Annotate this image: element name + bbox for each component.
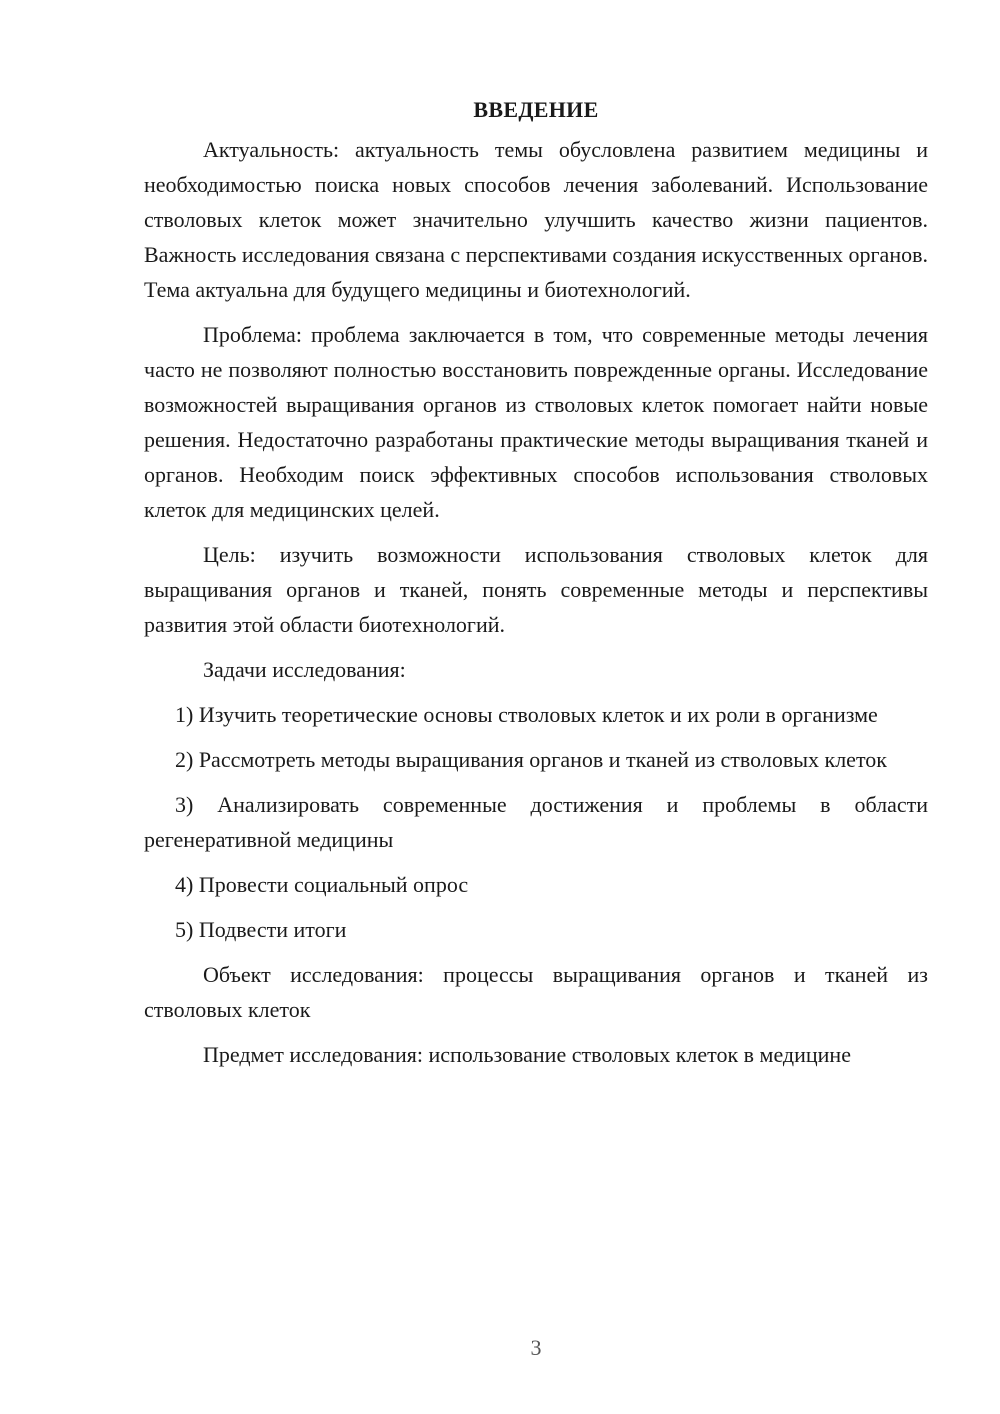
subject-paragraph: Предмет исследования: использование стволовых клеток в медицине — [203, 1042, 851, 1067]
document-body — [144, 92, 928, 1072]
page-number: 3 — [530, 1335, 542, 1360]
tasks-heading: Задачи исследования: — [203, 657, 406, 682]
relevance-paragraph: Актуальность: актуальность темы обусловлена развитием медицины и необходимостью поиска новых способов лечения заболеваний. Использование стволовых клеток может значительно улучшить качество жизни пациентов. Важность исследования связана с перспективами создания искусственных органов. Тема актуальна для будущего медицины и биотехнологий. — [144, 137, 928, 302]
task-item: 2) Рассмотреть методы выращивания органов и тканей из стволовых клеток — [175, 747, 887, 772]
goal-paragraph: Цель: изучить возможности использования стволовых клеток для выращивания органов и тканей, понять современные методы и перспективы развития этой области биотехнологий. — [144, 542, 928, 637]
section-title: ВВЕДЕНИЕ — [473, 97, 599, 122]
task-item: 4) Провести социальный опрос — [175, 872, 469, 897]
object-paragraph: Объект исследования: процессы выращивания органов и тканей из стволовых клеток — [144, 962, 928, 1022]
task-item: 3) Анализировать современные достижения и проблемы в области регенеративной медицины — [144, 792, 928, 852]
task-item: 5) Подвести итоги — [175, 917, 347, 942]
task-item: 1) Изучить теоретические основы стволовых клеток и их роли в организме — [175, 702, 878, 727]
problem-paragraph: Проблема: проблема заключается в том, что современные методы лечения часто не позволяют полностью восстановить поврежденные органы. Исследование возможностей выращивания органов из стволовых клеток помогает найти новые решения. Недостаточно разработаны практические методы выращивания тканей и органов. Необходим поиск эффективных способов использования стволовых клеток для медицинских целей. — [144, 322, 928, 522]
